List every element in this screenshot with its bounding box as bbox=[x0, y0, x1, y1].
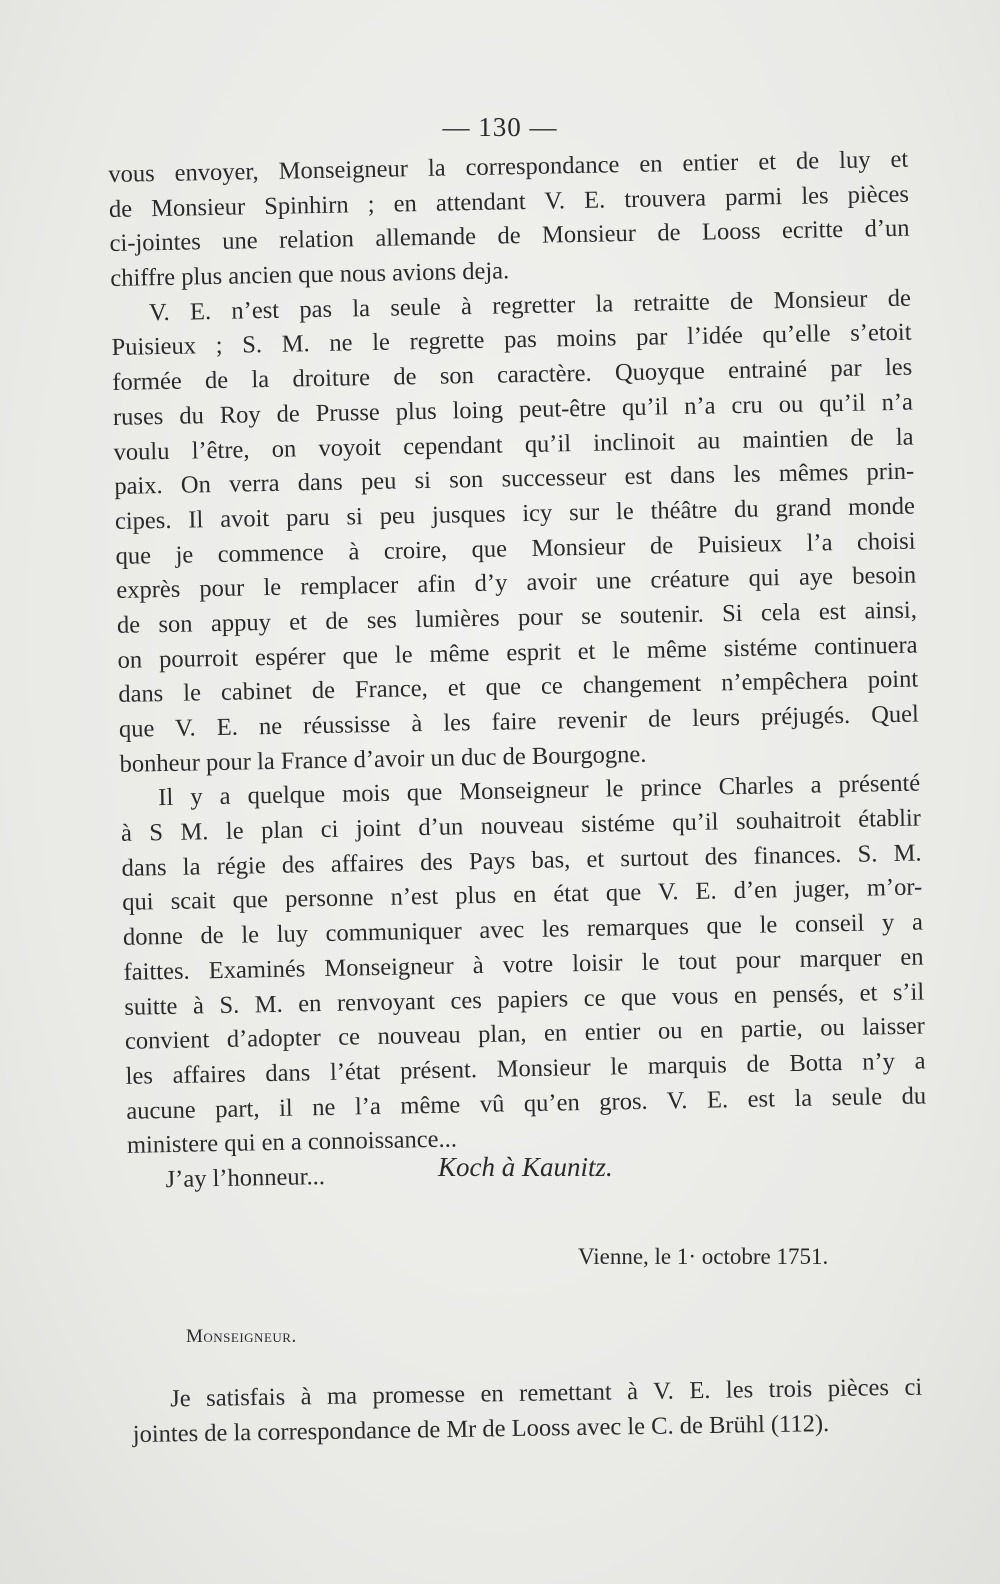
text-line: exprès pour le remplacer afin d’y avoir une créature qui aye besoin bbox=[116, 561, 917, 605]
text-line: bonheur pour la France d’avoir un duc de Bourgogne. bbox=[119, 740, 647, 778]
text-line: chiffre plus ancien que nous avions deja. bbox=[110, 257, 510, 293]
text-line: de Monsieur Spinhirn ; en attendant V. E. trouvera parmi les pièces bbox=[108, 180, 910, 223]
text-line: que V. E. ne réussisse à les faire revenir de leurs préjugés. Quel bbox=[118, 700, 920, 743]
text-line: jointes de la correspondance de Mr de Looss avec le C. de Brühl (112). bbox=[132, 1409, 830, 1448]
text-line: vous envoyer, Monseigneur la correspondance en entier et de luy et bbox=[108, 145, 909, 188]
letter-heading: Koch à Kaunitz. bbox=[438, 1152, 613, 1182]
text-line: que je commence à croire, que Monsieur de Puisieux l’a choisi bbox=[115, 527, 916, 570]
letter-text-block bbox=[108, 143, 928, 1199]
text-line: Puisieux ; S. M. ne le regrette pas moins par l’idée qu’elle s’etoit bbox=[111, 319, 912, 362]
text-line: Je satisfais à ma promesse en remettant à V. E. les trois pièces ci bbox=[170, 1373, 923, 1413]
text-line: les affaires dans l’état présent. Monsieur le marquis de Botta n’y a bbox=[125, 1047, 926, 1090]
text-line: ci-jointes une relation allemande de Monsieur de Looss ecritte d’un bbox=[109, 215, 910, 258]
salutation: Monseigneur. bbox=[186, 1326, 297, 1347]
text-line: paix. On verra dans peu si son successeur est dans les mêmes prin- bbox=[114, 457, 915, 501]
text-line: ministere qui en a connoissance... bbox=[126, 1125, 458, 1160]
second-letter-text-block bbox=[132, 1371, 923, 1453]
text-line: convient d’adopter ce nouveau plan, en entier ou en partie, ou laisser bbox=[124, 1012, 926, 1056]
text-line: à S M. le plan ci joint d’un nouveau sistéme qu’il souhaitroit établir bbox=[120, 804, 922, 847]
text-line: donne de le luy communiquer avec les remarques que le conseil y a bbox=[122, 908, 924, 951]
text-line: aucune part, il ne l’a même vû qu’en gros. V. E. est la seule du bbox=[126, 1082, 927, 1125]
text-line: dans la régie des affaires des Pays bas, et surtout des finances. S. M. bbox=[121, 839, 922, 882]
text-line: ruses du Roy de Prusse plus loing peut-être qu’il n’a cru ou qu’il n’a bbox=[112, 388, 914, 431]
text-line: dans le cabinet de France, et que ce changement n’empêchera point bbox=[118, 665, 919, 709]
text-line: faittes. Examinés Monseigneur à votre loisir le tout pour marquer en bbox=[123, 943, 924, 986]
text-line: formée de la droiture de son caractère. Quoyque entrainé par les bbox=[112, 353, 913, 397]
page-number: — 130 — bbox=[442, 112, 558, 142]
text-line: de son appuy et de ses lumières pour se soutenir. Si cela est ainsi, bbox=[116, 596, 918, 639]
text-line: on pourroit espérer que le même esprit et le même sistéme continuera bbox=[117, 631, 918, 674]
text-line: V. E. n’est pas la seule à regretter la retraitte de Monsieur de bbox=[148, 284, 912, 326]
dateline: Vienne, le 1· octobre 1751. bbox=[578, 1244, 829, 1269]
text-line: qui scait que personne n’est plus en état que V. E. d’en juger, m’or- bbox=[122, 873, 923, 917]
text-line: voulu l’être, on voyoit cependant qu’il inclinoit au maintien de la bbox=[113, 423, 914, 466]
text-line: Il y a quelque mois que Monseigneur le prince Charles a présenté bbox=[158, 769, 921, 812]
text-line: suitte à S. M. en renvoyant ces papiers ce que vous en pensés, et s’il bbox=[124, 977, 925, 1021]
closing-line: J’ay l’honneur... bbox=[165, 1162, 326, 1194]
text-line: cipes. Il avoit paru si peu jusques icy sur le théâtre du grand monde bbox=[114, 492, 916, 535]
